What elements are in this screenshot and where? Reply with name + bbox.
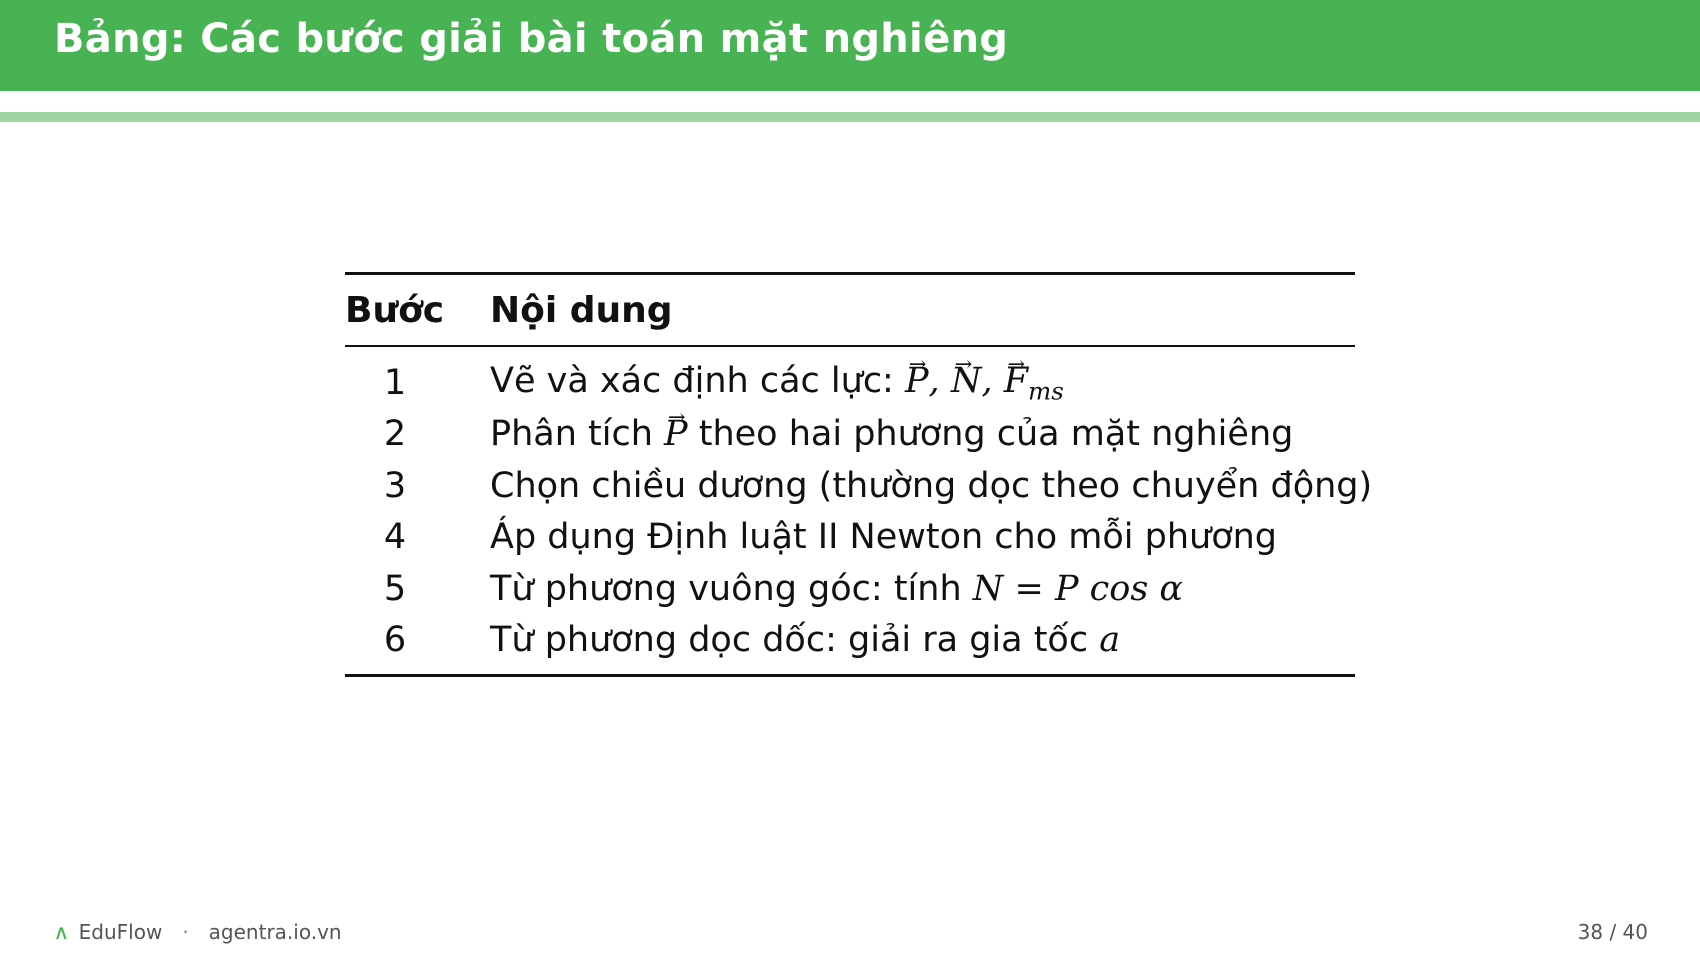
footer-site: agentra.io.vn (208, 920, 342, 944)
steps-table (345, 272, 1373, 677)
page-number: 38 / 40 (1577, 920, 1648, 944)
table-row (345, 512, 1355, 564)
footer-brand: EduFlow (78, 920, 163, 944)
step-content: Chọn chiều dương (thường dọc theo chuyển động) (490, 465, 1373, 506)
table-row (345, 357, 1355, 409)
footer-separator: · (182, 920, 189, 944)
footer (54, 920, 342, 944)
step-text-before: Phân tích (490, 414, 665, 455)
caret-up-icon: ∧ (53, 920, 70, 944)
step-content (490, 414, 1355, 454)
step-text-after: theo hai phương của mặt nghiêng (687, 414, 1294, 455)
table-header-row (345, 275, 1355, 345)
table-row (345, 615, 1355, 667)
step-text: Từ phương dọc dốc: giải ra gia tốc (490, 620, 1100, 661)
step-text: Vẽ và xác định các lực: (490, 360, 905, 401)
step-number: 3 (383, 465, 407, 506)
slide-title: Bảng: Các bước giải bài toán mặt nghiêng (54, 16, 1009, 62)
step-text: Từ phương vuông góc: tính (490, 568, 973, 609)
accent-divider (0, 112, 1700, 122)
table-body (345, 347, 1373, 674)
step-content (490, 620, 1355, 660)
table-row (345, 409, 1355, 461)
step-number: 1 (383, 362, 407, 403)
table-row (345, 563, 1355, 615)
step-number: 5 (383, 568, 407, 609)
table-bottom-rule (345, 674, 1355, 677)
step-content: Áp dụng Định luật II Newton cho mỗi phương (490, 517, 1278, 558)
step-number: 2 (383, 414, 407, 455)
table-row (345, 460, 1373, 512)
header-content: Nội dung (490, 289, 673, 331)
header-step: Bước (345, 289, 445, 331)
step-content (490, 569, 1355, 609)
vector-p: → P, → N, → $F_{ms}$ (905, 361, 1064, 401)
step-number: 6 (383, 620, 407, 661)
title-bar (0, 0, 1700, 91)
step-number: 4 (383, 517, 407, 558)
step-content (490, 361, 1355, 405)
vector-p: → P (664, 414, 688, 454)
formula-normal-force: N = P cos α (972, 568, 1184, 609)
symbol-acceleration: a (1099, 620, 1121, 661)
